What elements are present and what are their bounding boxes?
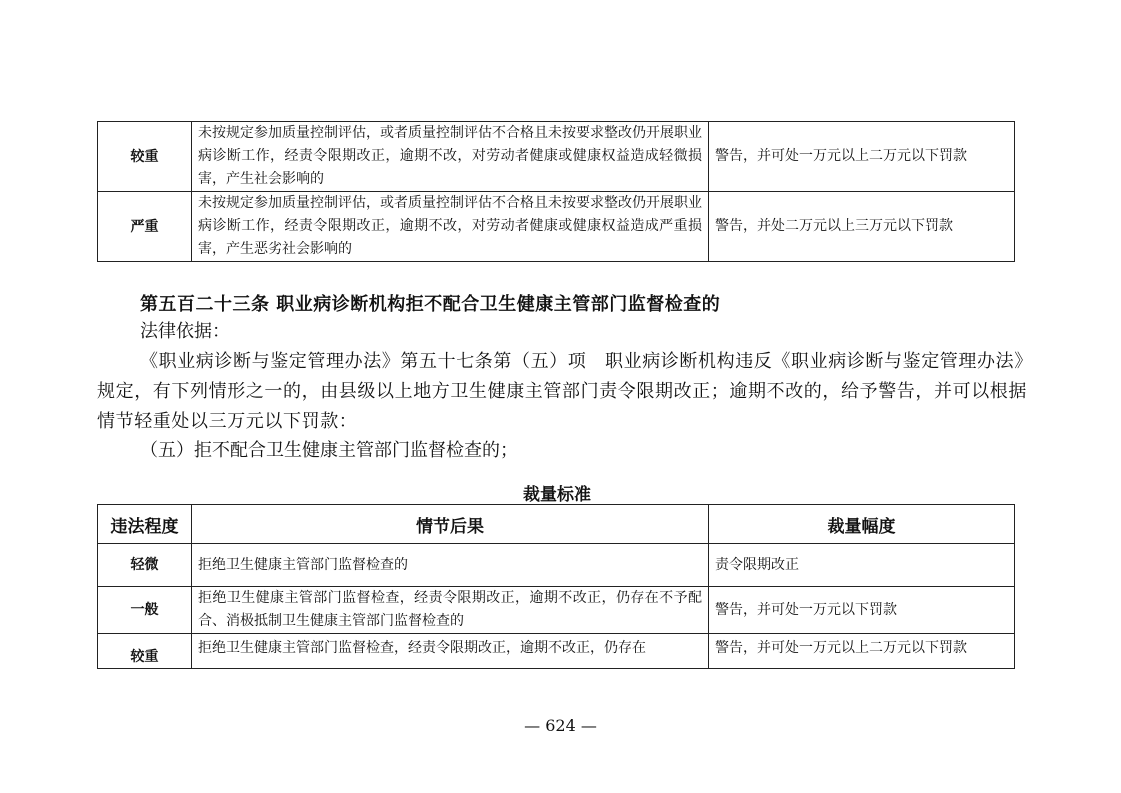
table-header-row — [98, 505, 1015, 544]
violation-level: 严重 — [98, 192, 192, 262]
table-row — [98, 634, 1015, 669]
header-penalty: 裁量幅度 — [709, 505, 1015, 544]
legal-basis-item: （五）拒不配合卫生健康主管部门监督检查的； — [140, 440, 518, 461]
table-row — [98, 587, 1015, 634]
discretion-standard-table — [97, 504, 1015, 669]
violation-level: 轻微 — [98, 544, 192, 587]
penalty-range: 警告，并可处一万元以下罚款 — [709, 587, 1015, 634]
table-row — [98, 192, 1015, 262]
article-title: 第五百二十三条 职业病诊断机构拒不配合卫生健康主管部门监督检查的 — [140, 294, 721, 315]
table-row — [98, 544, 1015, 587]
legal-basis-text: 《职业病诊断与鉴定管理办法》第五十七条第（五）项 职业病诊断机构违反《职业病诊断与鉴定管理办法》规定，有下列情形之一的，由县级以上地方卫生健康主管部门责令限期改正；逾期不改的，给予警告，并可以根据情节轻重处以三万元以下罚款： — [97, 351, 1027, 432]
penalty-range: 责令限期改正 — [709, 544, 1015, 587]
table-row — [98, 122, 1015, 192]
page-number: — 624 — — [524, 716, 597, 735]
legal-basis-label: 法律依据： — [140, 321, 230, 342]
header-level: 违法程度 — [98, 505, 192, 544]
standard-caption: 裁量标准 — [523, 485, 591, 505]
circumstance-consequence: 拒绝卫生健康主管部门监督检查，经责令限期改正，逾期不改正，仍存在不予配合、消极抵制卫生健康主管部门监督检查的 — [192, 587, 709, 634]
violation-level: 一般 — [98, 587, 192, 634]
circumstance-consequence: 拒绝卫生健康主管部门监督检查的 — [192, 544, 709, 587]
penalty-range: 警告，并可处一万元以上二万元以下罚款 — [709, 122, 1015, 192]
circumstance-consequence: 未按规定参加质量控制评估，或者质量控制评估不合格且未按要求整改仍开展职业病诊断工作，经责令限期改正，逾期不改，对劳动者健康或健康权益造成轻微损害，产生社会影响的 — [192, 122, 709, 192]
penalty-range: 警告，并处二万元以上三万元以下罚款 — [709, 192, 1015, 262]
circumstance-consequence: 未按规定参加质量控制评估，或者质量控制评估不合格且未按要求整改仍开展职业病诊断工作，经责令限期改正，逾期不改，对劳动者健康或健康权益造成严重损害，产生恶劣社会影响的 — [192, 192, 709, 262]
violation-level: 较重 — [98, 122, 192, 192]
penalty-range: 警告，并可处一万元以上二万元以下罚款 — [709, 634, 1015, 669]
circumstance-consequence: 拒绝卫生健康主管部门监督检查，经责令限期改正，逾期不改正，仍存在 — [192, 634, 709, 669]
header-detail: 情节后果 — [192, 505, 709, 544]
continued-standard-table — [97, 121, 1015, 262]
violation-level: 较重 — [98, 634, 192, 669]
